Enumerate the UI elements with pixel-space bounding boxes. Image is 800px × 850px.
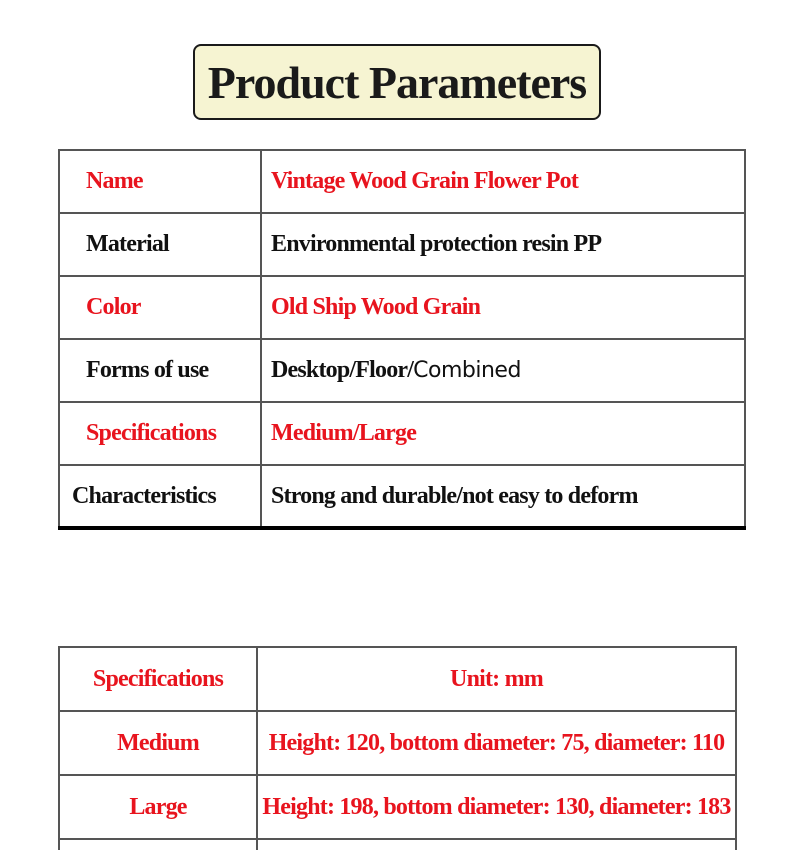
size-dims-large: Height: 198, bottom diameter: 130, diameter: 183 <box>257 775 736 839</box>
table-row-partial <box>59 839 736 850</box>
param-label-material: Material <box>59 213 261 276</box>
table-header-row <box>59 647 736 711</box>
empty-cell <box>257 839 736 850</box>
param-label-specifications: Specifications <box>59 402 261 465</box>
param-value-name: Vintage Wood Grain Flower Pot <box>261 150 745 213</box>
table-row <box>59 402 745 465</box>
param-value-color: Old Ship Wood Grain <box>261 276 745 339</box>
page-title: Product Parameters <box>207 56 587 108</box>
size-specifications-table <box>58 646 737 850</box>
param-value-characteristics: Strong and durable/not easy to deform <box>261 465 745 528</box>
table-row <box>59 465 745 528</box>
empty-cell <box>59 839 257 850</box>
size-name-large: Large <box>59 775 257 839</box>
param-label-forms-of-use: Forms of use <box>59 339 261 402</box>
forms-of-use-main: Desktop/Floor/ <box>271 357 414 383</box>
table-row <box>59 150 745 213</box>
forms-of-use-suffix: Combined <box>413 358 521 383</box>
size-name-medium: Medium <box>59 711 257 775</box>
param-label-color: Color <box>59 276 261 339</box>
param-value-forms-of-use <box>261 339 745 402</box>
table-row <box>59 213 745 276</box>
table-row <box>59 339 745 402</box>
param-label-name: Name <box>59 150 261 213</box>
param-label-characteristics: Characteristics <box>59 465 261 528</box>
param-value-material: Environmental protection resin PP <box>261 213 745 276</box>
size-header-unit: Unit: mm <box>257 647 736 711</box>
title-box <box>193 44 601 120</box>
table-row <box>59 711 736 775</box>
table-row <box>59 276 745 339</box>
size-dims-medium: Height: 120, bottom diameter: 75, diameter: 110 <box>257 711 736 775</box>
param-value-specifications: Medium/Large <box>261 402 745 465</box>
product-parameters-table <box>58 149 746 530</box>
size-header-label: Specifications <box>59 647 257 711</box>
table-row <box>59 775 736 839</box>
